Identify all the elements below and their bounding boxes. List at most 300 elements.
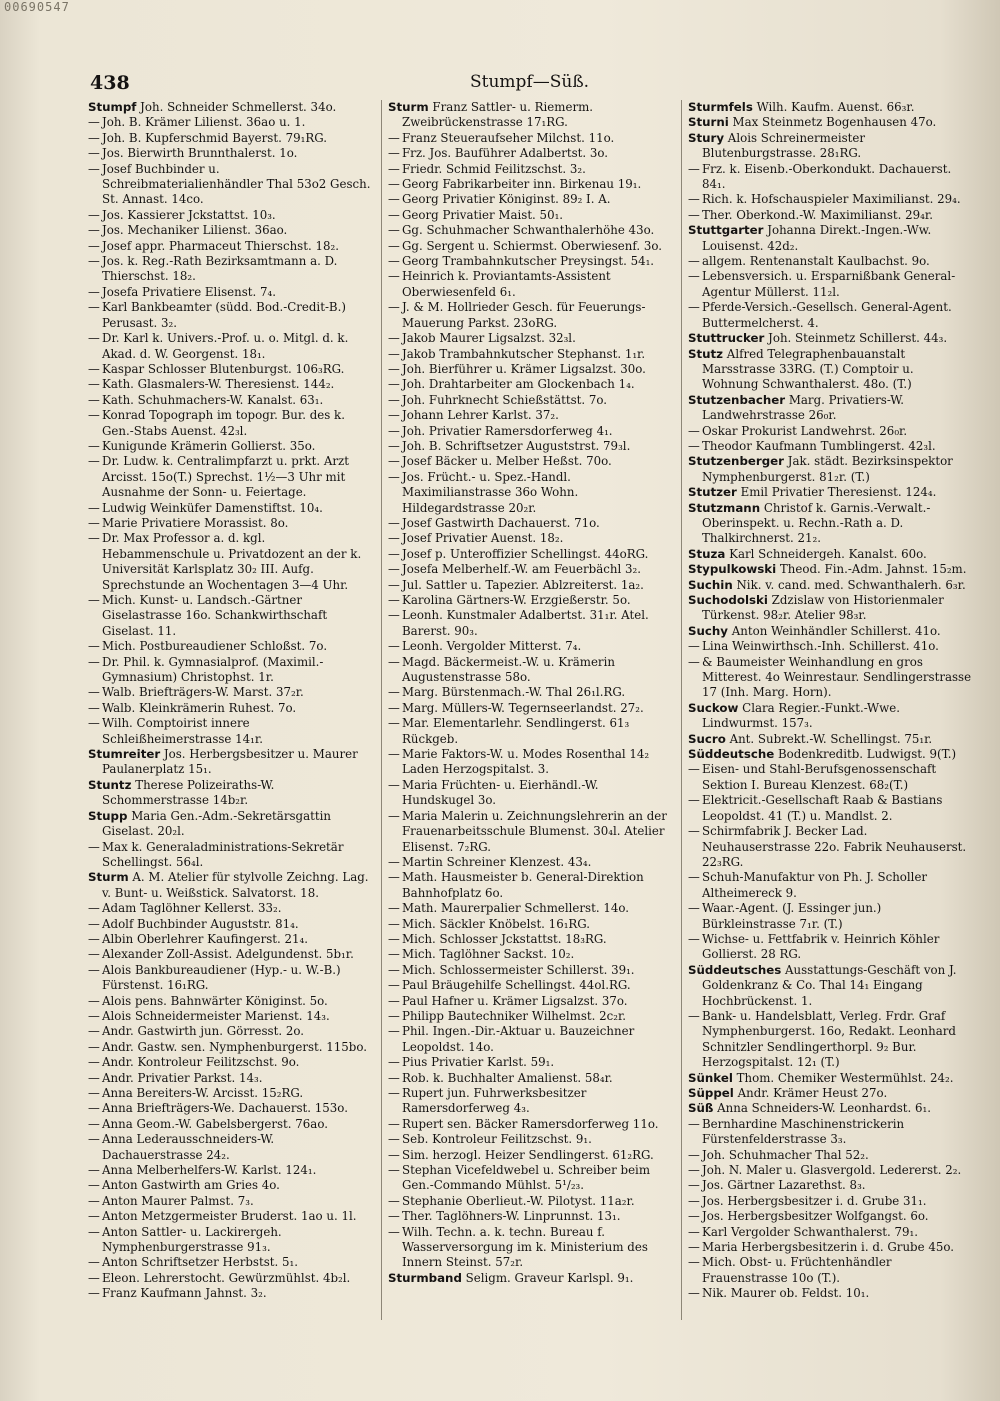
directory-entry xyxy=(88,932,373,947)
entry-text: Leonh. Vergolder Mitterst. 7₄. xyxy=(402,639,582,654)
dash-ditto-mark: — xyxy=(88,1286,100,1301)
entry-surname: Sturm xyxy=(88,870,129,885)
directory-entry xyxy=(688,1209,973,1224)
entry-text: Wichse- u. Fettfabrik v. Heinrich Köhler Gollierst. 28 RG. xyxy=(702,931,940,962)
entry-text: Rob. k. Buchhalter Amalienst. 58₄r. xyxy=(402,1070,613,1085)
entry-text: Mar. Elementarlehr. Sendlingerst. 61₃ Rückgeb. xyxy=(402,716,630,746)
dash-ditto-mark: — xyxy=(688,639,700,654)
directory-entry xyxy=(688,1117,973,1148)
entry-text: Dr. Phil. k. Gymnasialprof. (Maximil.-Gymnasium) Christophst. 1r. xyxy=(102,654,324,685)
entry-text: Jos. Gärtner Lazarethst. 8₃. xyxy=(702,1178,866,1193)
dash-ditto-mark: — xyxy=(388,931,400,946)
entry-surname: Sturni xyxy=(688,115,729,130)
dash-ditto-mark: — xyxy=(88,361,100,376)
entry-text: Ther. Oberkond.-W. Maximilianst. 29₄r. xyxy=(702,207,933,222)
directory-entry xyxy=(88,300,373,331)
entry-text: Mich. Obst- u. Früchtenhändler Frauenstrasse 10o (T.). xyxy=(702,1255,892,1285)
entry-text: Eleon. Lehrerstocht. Gewürzmühlst. 4b₂l. xyxy=(102,1270,351,1285)
entry-text: Dr. Ludw. k. Centralimpfarzt u. prkt. Arzt Arcisst. 15o(T.) Sprechst. 1½—3 Uhr mit Ausnahme der Sonn- u. Feiertage. xyxy=(102,454,349,500)
directory-entry xyxy=(388,100,673,131)
entry-text: Jul. Sattler u. Tapezier. Ablzreiterst. 1a₂. xyxy=(402,577,644,592)
dash-ditto-mark: — xyxy=(688,254,700,269)
dash-ditto-mark: — xyxy=(88,1224,100,1239)
directory-entry xyxy=(388,716,673,747)
directory-entry xyxy=(388,146,673,161)
entry-text: Mich. Kunst- u. Landsch.-Gärtner Giselastrasse 16o. Schankwirthschaft Giselast. 11. xyxy=(102,593,328,638)
directory-entry xyxy=(688,1178,973,1193)
entry-surname: Stutzer xyxy=(688,485,737,500)
page-number: 438 xyxy=(90,72,130,94)
dash-ditto-mark: — xyxy=(388,1193,400,1208)
entry-text: Martin Schreiner Klenzest. 43₄. xyxy=(402,854,592,869)
entry-text: Kath. Glasmalers-W. Theresienst. 144₂. xyxy=(102,377,335,392)
directory-entry xyxy=(388,300,673,331)
dash-ditto-mark: — xyxy=(388,223,400,238)
directory-entry xyxy=(388,377,673,392)
entry-text: Marg. Privatiers-W. Landwehrstrasse 26₀r. xyxy=(702,392,905,423)
entry-text: Joh. B. Kupferschmid Bayerst. 79₁RG. xyxy=(102,130,327,145)
directory-entry xyxy=(88,1055,373,1070)
directory-entry xyxy=(88,963,373,994)
directory-entry xyxy=(88,1009,373,1024)
entry-surname: Stury xyxy=(688,130,725,145)
entry-text: Math. Maurerpalier Schmellerst. 14o. xyxy=(402,901,629,916)
directory-entry xyxy=(388,439,673,454)
entry-surname: Süppel xyxy=(688,1086,734,1100)
dash-ditto-mark: — xyxy=(388,870,400,885)
dash-ditto-mark: — xyxy=(388,300,400,315)
dash-ditto-mark: — xyxy=(388,346,400,361)
directory-entry xyxy=(88,655,373,686)
entry-text: Joh. Steinmetz Schillerst. 44₃. xyxy=(768,331,948,346)
entry-surname: Stypulkowski xyxy=(688,562,777,577)
directory-entry xyxy=(688,208,973,223)
entry-surname: Stuttrucker xyxy=(688,331,765,346)
directory-entry xyxy=(88,701,373,716)
entry-text: Mich. Säckler Knöbelst. 16₁RG. xyxy=(402,916,591,931)
directory-entry xyxy=(88,1286,373,1301)
dash-ditto-mark: — xyxy=(88,1270,100,1285)
entry-text: Kunigunde Krämerin Gollierst. 35o. xyxy=(102,438,316,453)
entry-text: Josef appr. Pharmaceut Thierschst. 18₂. xyxy=(102,238,339,253)
directory-entry xyxy=(388,131,673,146)
entry-text: Max Steinmetz Bogenhausen 47o. xyxy=(732,115,937,130)
dash-ditto-mark: — xyxy=(88,1132,100,1147)
entry-text: Josef Bäcker u. Melber Heßst. 70o. xyxy=(402,454,612,469)
dash-ditto-mark: — xyxy=(688,870,700,885)
dash-ditto-mark: — xyxy=(688,1147,700,1162)
directory-entry xyxy=(688,824,973,870)
dash-ditto-mark: — xyxy=(88,593,100,607)
dash-ditto-mark: — xyxy=(688,654,700,669)
directory-entry xyxy=(88,1255,373,1270)
entry-text: Thom. Chemiker Westermühlst. 24₂. xyxy=(736,1070,954,1085)
entry-text: Albin Oberlehrer Kaufingerst. 21₄. xyxy=(102,931,309,946)
entry-text: Wilh. Kaufm. Auenst. 66₃r. xyxy=(756,100,915,114)
directory-entry xyxy=(688,1148,973,1163)
dash-ditto-mark: — xyxy=(88,438,100,453)
dash-ditto-mark: — xyxy=(88,993,100,1008)
entry-text: Joh. Schuhmacher Thal 52₂. xyxy=(702,1147,869,1162)
dash-ditto-mark: — xyxy=(88,685,100,700)
entry-text: Rich. k. Hofschauspieler Maximilianst. 29₄. xyxy=(702,192,961,207)
entry-text: Mich. Schlosser Jckstattst. 18₃RG. xyxy=(402,931,607,946)
dash-ditto-mark: — xyxy=(388,654,400,669)
dash-ditto-mark: — xyxy=(388,1116,400,1131)
directory-entry xyxy=(688,639,973,654)
entry-surname: Stutzmann xyxy=(688,500,761,515)
directory-entry xyxy=(388,254,673,269)
directory-entry xyxy=(88,947,373,962)
entry-text: Elektricit.-Gesellschaft Raab & Bastians Leopoldst. 41 (T.) u. Mandlst. 2. xyxy=(702,793,943,823)
entry-text: Maria Herbergsbesitzerin i. d. Grube 45o. xyxy=(702,1240,954,1255)
directory-entry xyxy=(388,1117,673,1132)
directory-entry xyxy=(388,393,673,408)
entry-text: Andr. Gastwirth jun. Görresst. 2o. xyxy=(102,1024,304,1039)
entry-text: Eisen- und Stahl-Berufsgenossenschaft Sektion I. Bureau Klenzest. 68₂(T.) xyxy=(702,762,937,792)
directory-entry xyxy=(88,115,373,130)
entry-surname: Süddeutsche xyxy=(688,747,775,762)
entry-text: Jos. Mechaniker Lilienst. 36ao. xyxy=(102,223,288,238)
directory-entry xyxy=(88,454,373,500)
directory-entry xyxy=(688,762,973,793)
dash-ditto-mark: — xyxy=(88,1055,100,1070)
directory-entry xyxy=(388,269,673,300)
directory-entry xyxy=(88,393,373,408)
entry-text: Johann Lehrer Karlst. 37₂. xyxy=(402,408,559,423)
directory-entry xyxy=(388,1086,673,1117)
directory-entry xyxy=(388,454,673,469)
dash-ditto-mark: — xyxy=(388,777,400,792)
dash-ditto-mark: — xyxy=(88,1193,100,1208)
directory-entry xyxy=(688,747,973,762)
directory-entry xyxy=(688,162,973,193)
entry-text: Karolina Gärtners-W. Erzgießerstr. 5o. xyxy=(402,593,631,607)
entry-surname: Sturmfels xyxy=(688,100,753,114)
entry-text: Alois pens. Bahnwärter Königinst. 5o. xyxy=(102,993,328,1008)
dash-ditto-mark: — xyxy=(88,700,100,715)
entry-text: Andr. Privatier Parkst. 14₃. xyxy=(102,1070,263,1085)
entry-text: Maria Malerin u. Zeichnungslehrerin an der Frauenarbeitsschule Blumenst. 30₄l. Atelier Elisenst. 7₂RG. xyxy=(402,808,667,854)
directory-entry xyxy=(388,870,673,901)
dash-ditto-mark: — xyxy=(388,269,400,284)
directory-entry xyxy=(388,1194,673,1209)
entry-text: Friedr. Schmid Feilitzschst. 3₂. xyxy=(402,161,586,176)
directory-entry xyxy=(388,978,673,993)
directory-entry xyxy=(688,454,973,485)
dash-ditto-mark: — xyxy=(88,916,100,931)
directory-entry xyxy=(688,1071,973,1086)
directory-entry xyxy=(688,562,973,577)
entry-text: Konrad Topograph im topogr. Bur. des k. Gen.-Stabs Auenst. 42₃l. xyxy=(102,408,345,438)
dash-ditto-mark: — xyxy=(88,962,100,977)
entry-text: Karl Bankbeamter (südd. Bod.-Credit-B.) Perusast. 3₂. xyxy=(102,300,346,330)
entry-text: Theodor Kaufmann Tumblingerst. 42₃l. xyxy=(702,438,936,453)
dash-ditto-mark: — xyxy=(388,238,400,253)
dash-ditto-mark: — xyxy=(88,300,100,315)
directory-entry xyxy=(688,300,973,331)
entry-text: Gg. Sergent u. Schiermst. Oberwiesenf. 3o. xyxy=(402,238,662,253)
entry-surname: Stuza xyxy=(688,546,726,561)
directory-entry xyxy=(88,285,373,300)
directory-entry xyxy=(388,1009,673,1024)
entry-text: Math. Hausmeister b. General-Direktion Bahnhofplatz 6o. xyxy=(402,870,644,900)
dash-ditto-mark: — xyxy=(388,1008,400,1023)
entry-text: Joh. B. Schriftsetzer Auguststrst. 79₃l. xyxy=(402,438,631,453)
directory-entry xyxy=(388,470,673,516)
dash-ditto-mark: — xyxy=(88,284,100,299)
entry-text: Wilh. Techn. a. k. techn. Bureau f. Wasserversorgung im k. Ministerium des Innern Steinst. 57₂r. xyxy=(402,1224,648,1270)
entry-text: Alois Bankbureaudiener (Hyp.- u. W.-B.) Fürstenst. 16₁RG. xyxy=(102,962,341,993)
entry-surname: Sucro xyxy=(688,731,726,746)
directory-column-3 xyxy=(681,100,973,1320)
dash-ditto-mark: — xyxy=(688,1255,700,1270)
entry-text: Franz Sattler- u. Riemerm. Zweibrückenstrasse 17₁RG. xyxy=(402,100,594,130)
entry-text: Karl Vergolder Schwanthalerst. 79₁. xyxy=(702,1224,918,1239)
directory-entry xyxy=(688,732,973,747)
directory-entry xyxy=(388,809,673,855)
dash-ditto-mark: — xyxy=(88,238,100,253)
dash-ditto-mark: — xyxy=(388,916,400,931)
directory-entry xyxy=(388,1132,673,1147)
entry-text: Anton Maurer Palmst. 7₃. xyxy=(102,1193,254,1208)
dash-ditto-mark: — xyxy=(388,130,400,145)
directory-entry xyxy=(388,855,673,870)
directory-entry xyxy=(88,146,373,161)
directory-entry xyxy=(88,1163,373,1178)
dash-ditto-mark: — xyxy=(388,254,400,269)
dash-ditto-mark: — xyxy=(388,438,400,453)
directory-entry xyxy=(388,177,673,192)
entry-surname: Suckow xyxy=(688,700,739,715)
entry-text: Jak. städt. Bezirksinspektor Nymphenburgerst. 81₂r. (T.) xyxy=(702,454,953,484)
scan-stamp: 00690547 xyxy=(4,0,70,14)
dash-ditto-mark: — xyxy=(88,454,100,469)
directory-entry xyxy=(88,1225,373,1256)
entry-text: J. & M. Hollrieder Gesch. für Feuerungs-Mauerung Parkst. 23oRG. xyxy=(402,300,646,330)
entry-text: Joh. Drahtarbeiter am Glockenbach 1₄. xyxy=(402,377,635,392)
entry-text: Joh. Bierführer u. Krämer Ligsalzst. 30o. xyxy=(402,361,646,376)
directory-entry xyxy=(688,223,973,254)
dash-ditto-mark: — xyxy=(388,1070,400,1085)
dash-ditto-mark: — xyxy=(388,608,400,623)
directory-entry xyxy=(88,917,373,932)
entry-text: Jos. k. Reg.-Rath Bezirksamtmann a. D. Thierschst. 18₂. xyxy=(102,254,338,284)
entry-text: & Baumeister Weinhandlung en gros Mitterest. 4o Weinrestaur. Sendlingerstrasse 17 (Inh. Marg. Horn). xyxy=(702,654,972,700)
directory-entry xyxy=(88,685,373,700)
dash-ditto-mark: — xyxy=(388,146,400,161)
directory-entry xyxy=(388,1148,673,1163)
directory-entry xyxy=(688,793,973,824)
entry-text: Alexander Zoll-Assist. Adelgundenst. 5b₁r. xyxy=(102,947,354,962)
dash-ditto-mark: — xyxy=(388,685,400,700)
directory-column-1 xyxy=(88,100,373,1320)
dash-ditto-mark: — xyxy=(688,824,700,839)
directory-entry xyxy=(88,1194,373,1209)
entry-text: Marg. Bürstenmach.-W. Thal 26₁l.RG. xyxy=(402,685,626,700)
dash-ditto-mark: — xyxy=(388,716,400,731)
entry-text: Marg. Müllers-W. Tegernseerlandst. 27₂. xyxy=(402,700,644,715)
entry-surname: Stutzenberger xyxy=(688,454,784,469)
directory-entry xyxy=(688,1009,973,1071)
directory-entry xyxy=(688,1255,973,1286)
entry-text: Stephan Vicefeldwebel u. Schreiber beim Gen.-Commando Mühlst. 5¹/₂₃. xyxy=(402,1163,651,1193)
entry-text: Anna Briefträgers-We. Dachauerst. 153o. xyxy=(102,1101,348,1116)
dash-ditto-mark: — xyxy=(388,331,400,346)
dash-ditto-mark: — xyxy=(388,207,400,222)
directory-entry xyxy=(388,331,673,346)
directory-entry xyxy=(388,408,673,423)
directory-entry xyxy=(688,547,973,562)
entry-text: Ausstattungs-Geschäft von J. Goldenkranz & Co. Thal 14₁ Eingang Hochbrückenst. 1. xyxy=(702,962,957,1008)
dash-ditto-mark: — xyxy=(388,747,400,762)
dash-ditto-mark: — xyxy=(388,562,400,577)
entry-text: Christof k. Garnis.-Verwalt.-Oberinspekt. u. Rechn.-Rath a. D. Thalkirchnerst. 21₂. xyxy=(702,500,931,546)
entry-text: Bodenkreditb. Ludwigst. 9(T.) xyxy=(778,747,957,762)
directory-entry xyxy=(388,531,673,546)
dash-ditto-mark: — xyxy=(388,901,400,916)
entry-surname: Sturm xyxy=(388,100,429,114)
directory-entry xyxy=(388,947,673,962)
entry-text: Walb. Kleinkrämerin Ruhest. 7o. xyxy=(102,700,297,715)
entry-surname: Stumpf xyxy=(88,100,137,114)
dash-ditto-mark: — xyxy=(388,1163,400,1178)
entry-text: Georg Fabrikarbeiter inn. Birkenau 19₁. xyxy=(402,177,642,192)
directory-entry xyxy=(88,1117,373,1132)
entry-text: Clara Regier.-Funkt.-Wwe. Lindwurmst. 157₃. xyxy=(702,700,900,731)
directory-entry xyxy=(688,115,973,130)
directory-column-2 xyxy=(381,100,673,1320)
entry-text: Anna Lederausschneiders-W. Dachauerstrasse 24₂. xyxy=(102,1132,275,1162)
directory-entry xyxy=(88,439,373,454)
entry-text: Jos. Frücht.- u. Spez.-Handl. Maximilianstrasse 36o Wohn. Hildegardstrasse 20₂r. xyxy=(402,469,579,515)
dash-ditto-mark: — xyxy=(688,1193,700,1208)
entry-text: A. M. Atelier für stylvolle Zeichng. Lag. v. Bunt- u. Weißstick. Salvatorst. 18. xyxy=(102,870,369,900)
dash-ditto-mark: — xyxy=(688,1163,700,1178)
entry-text: Frz. k. Eisenb.-Oberkondukt. Dachauerst. 84₁. xyxy=(702,161,952,192)
dash-ditto-mark: — xyxy=(688,300,700,315)
directory-entry xyxy=(688,1101,973,1116)
entry-text: Ther. Taglöhners-W. Linprunnst. 13₁. xyxy=(402,1209,621,1224)
dash-ditto-mark: — xyxy=(88,1255,100,1270)
entry-text: Jos. Kassierer Jckstattst. 10₃. xyxy=(102,207,276,222)
entry-surname: Stuttgarter xyxy=(688,223,764,238)
dash-ditto-mark: — xyxy=(688,1178,700,1193)
dash-ditto-mark: — xyxy=(88,1039,100,1054)
entry-text: Franz Steueraufseher Milchst. 11o. xyxy=(402,130,615,145)
entry-text: Stephanie Oberlieut.-W. Pilotyst. 11a₂r. xyxy=(402,1193,635,1208)
dash-ditto-mark: — xyxy=(688,207,700,222)
entry-text: Nik. Maurer ob. Feldst. 10₁. xyxy=(702,1286,870,1301)
dash-ditto-mark: — xyxy=(88,901,100,916)
entry-surname: Suchin xyxy=(688,577,733,592)
entry-text: Joh. Privatier Ramersdorferweg 4₁. xyxy=(402,423,613,438)
dash-ditto-mark: — xyxy=(388,377,400,392)
dash-ditto-mark: — xyxy=(688,901,700,916)
running-head: Stumpf—Süß. xyxy=(470,72,590,92)
directory-entry xyxy=(388,917,673,932)
directory-entry xyxy=(688,393,973,424)
directory-entry xyxy=(688,870,973,901)
directory-entry xyxy=(388,208,673,223)
dash-ditto-mark: — xyxy=(388,1147,400,1162)
directory-entry xyxy=(88,1178,373,1193)
directory-entry xyxy=(688,624,973,639)
entry-text: Anna Schneiders-W. Leonhardst. 6₁. xyxy=(717,1101,932,1116)
dash-ditto-mark: — xyxy=(388,962,400,977)
directory-entry xyxy=(388,778,673,809)
entry-surname: Stupp xyxy=(88,808,128,823)
entry-surname: Stutzenbacher xyxy=(688,392,786,407)
dash-ditto-mark: — xyxy=(688,762,700,777)
dash-ditto-mark: — xyxy=(688,1008,700,1023)
entry-text: Joh. N. Maler u. Glasvergold. Ledererst. 2₂. xyxy=(702,1163,962,1178)
directory-entry xyxy=(88,208,373,223)
directory-entry xyxy=(88,1024,373,1039)
directory-entry xyxy=(388,562,673,577)
entry-text: Walb. Briefträgers-W. Marst. 37₂r. xyxy=(102,685,304,700)
directory-entry xyxy=(688,1240,973,1255)
entry-text: Magd. Bäckermeist.-W. u. Krämerin Augustenstrasse 58o. xyxy=(402,654,615,685)
entry-text: Wilh. Comptoirist innere Schleißheimerstrasse 14₁r. xyxy=(102,716,263,746)
directory-entry xyxy=(688,901,973,932)
entry-surname: Sturmband xyxy=(388,1270,462,1285)
dash-ditto-mark: — xyxy=(688,1224,700,1239)
directory-entry xyxy=(88,162,373,208)
entry-text: Mich. Schlossermeister Schillerst. 39₁. xyxy=(402,962,635,977)
entry-text: Mich. Postbureaudiener Schloßst. 7o. xyxy=(102,639,328,654)
directory-entry xyxy=(388,593,673,608)
entry-text: Marie Faktors-W. u. Modes Rosenthal 14₂ Laden Herzogspitalst. 3. xyxy=(402,747,650,777)
dash-ditto-mark: — xyxy=(688,423,700,438)
directory-entry xyxy=(88,994,373,1009)
entry-text: Frz. Jos. Bauführer Adalbertst. 3o. xyxy=(402,146,609,161)
dash-ditto-mark: — xyxy=(388,546,400,561)
entry-text: Kaspar Schlosser Blutenburgst. 106₃RG. xyxy=(102,361,345,376)
dash-ditto-mark: — xyxy=(388,854,400,869)
entry-text: Seligm. Graveur Karlspl. 9₁. xyxy=(465,1270,634,1285)
directory-entry xyxy=(388,639,673,654)
entry-text: Ludwig Weinküfer Damenstiftst. 10₄. xyxy=(102,500,323,515)
directory-entry xyxy=(88,331,373,362)
entry-text: Josef Privatier Auenst. 18₂. xyxy=(402,531,564,546)
dash-ditto-mark: — xyxy=(88,1008,100,1023)
directory-entry xyxy=(688,331,973,346)
entry-surname: Süß xyxy=(688,1101,714,1116)
directory-entry xyxy=(388,608,673,639)
dash-ditto-mark: — xyxy=(388,978,400,993)
entry-text: Bernhardine Maschinenstrickerin Fürstenfelderstrasse 3₃. xyxy=(702,1116,905,1147)
dash-ditto-mark: — xyxy=(388,423,400,438)
directory-entry xyxy=(88,1271,373,1286)
dash-ditto-mark: — xyxy=(388,639,400,654)
entry-text: Alois Schneidermeister Marienst. 14₃. xyxy=(102,1008,330,1023)
dash-ditto-mark: — xyxy=(388,1086,400,1100)
entry-text: Nik. v. cand. med. Schwanthalerh. 6₃r. xyxy=(736,577,966,592)
entry-text: Jakob Maurer Ligsalzst. 32₃l. xyxy=(402,331,576,346)
directory-entry xyxy=(88,239,373,254)
entry-text: Leonh. Kunstmaler Adalbertst. 31₁r. Atel. Barerst. 90₃. xyxy=(402,608,649,638)
entry-text: Dr. Karl k. Univers.-Prof. u. o. Mitgl. d. k. Akad. d. W. Georgenst. 18₁. xyxy=(102,331,349,361)
entry-text: Seb. Kontroleur Feilitzschst. 9₁. xyxy=(402,1132,592,1147)
dash-ditto-mark: — xyxy=(388,469,400,484)
entry-text: Alois Schreinermeister Blutenburgstrasse. 28₁RG. xyxy=(702,130,866,161)
directory-entry xyxy=(388,655,673,686)
entry-text: Maria Früchten- u. Eierhändl.-W. Hundskugel 3o. xyxy=(402,777,599,808)
directory-entry xyxy=(88,516,373,531)
dash-ditto-mark: — xyxy=(388,161,400,176)
directory-entry xyxy=(688,578,973,593)
